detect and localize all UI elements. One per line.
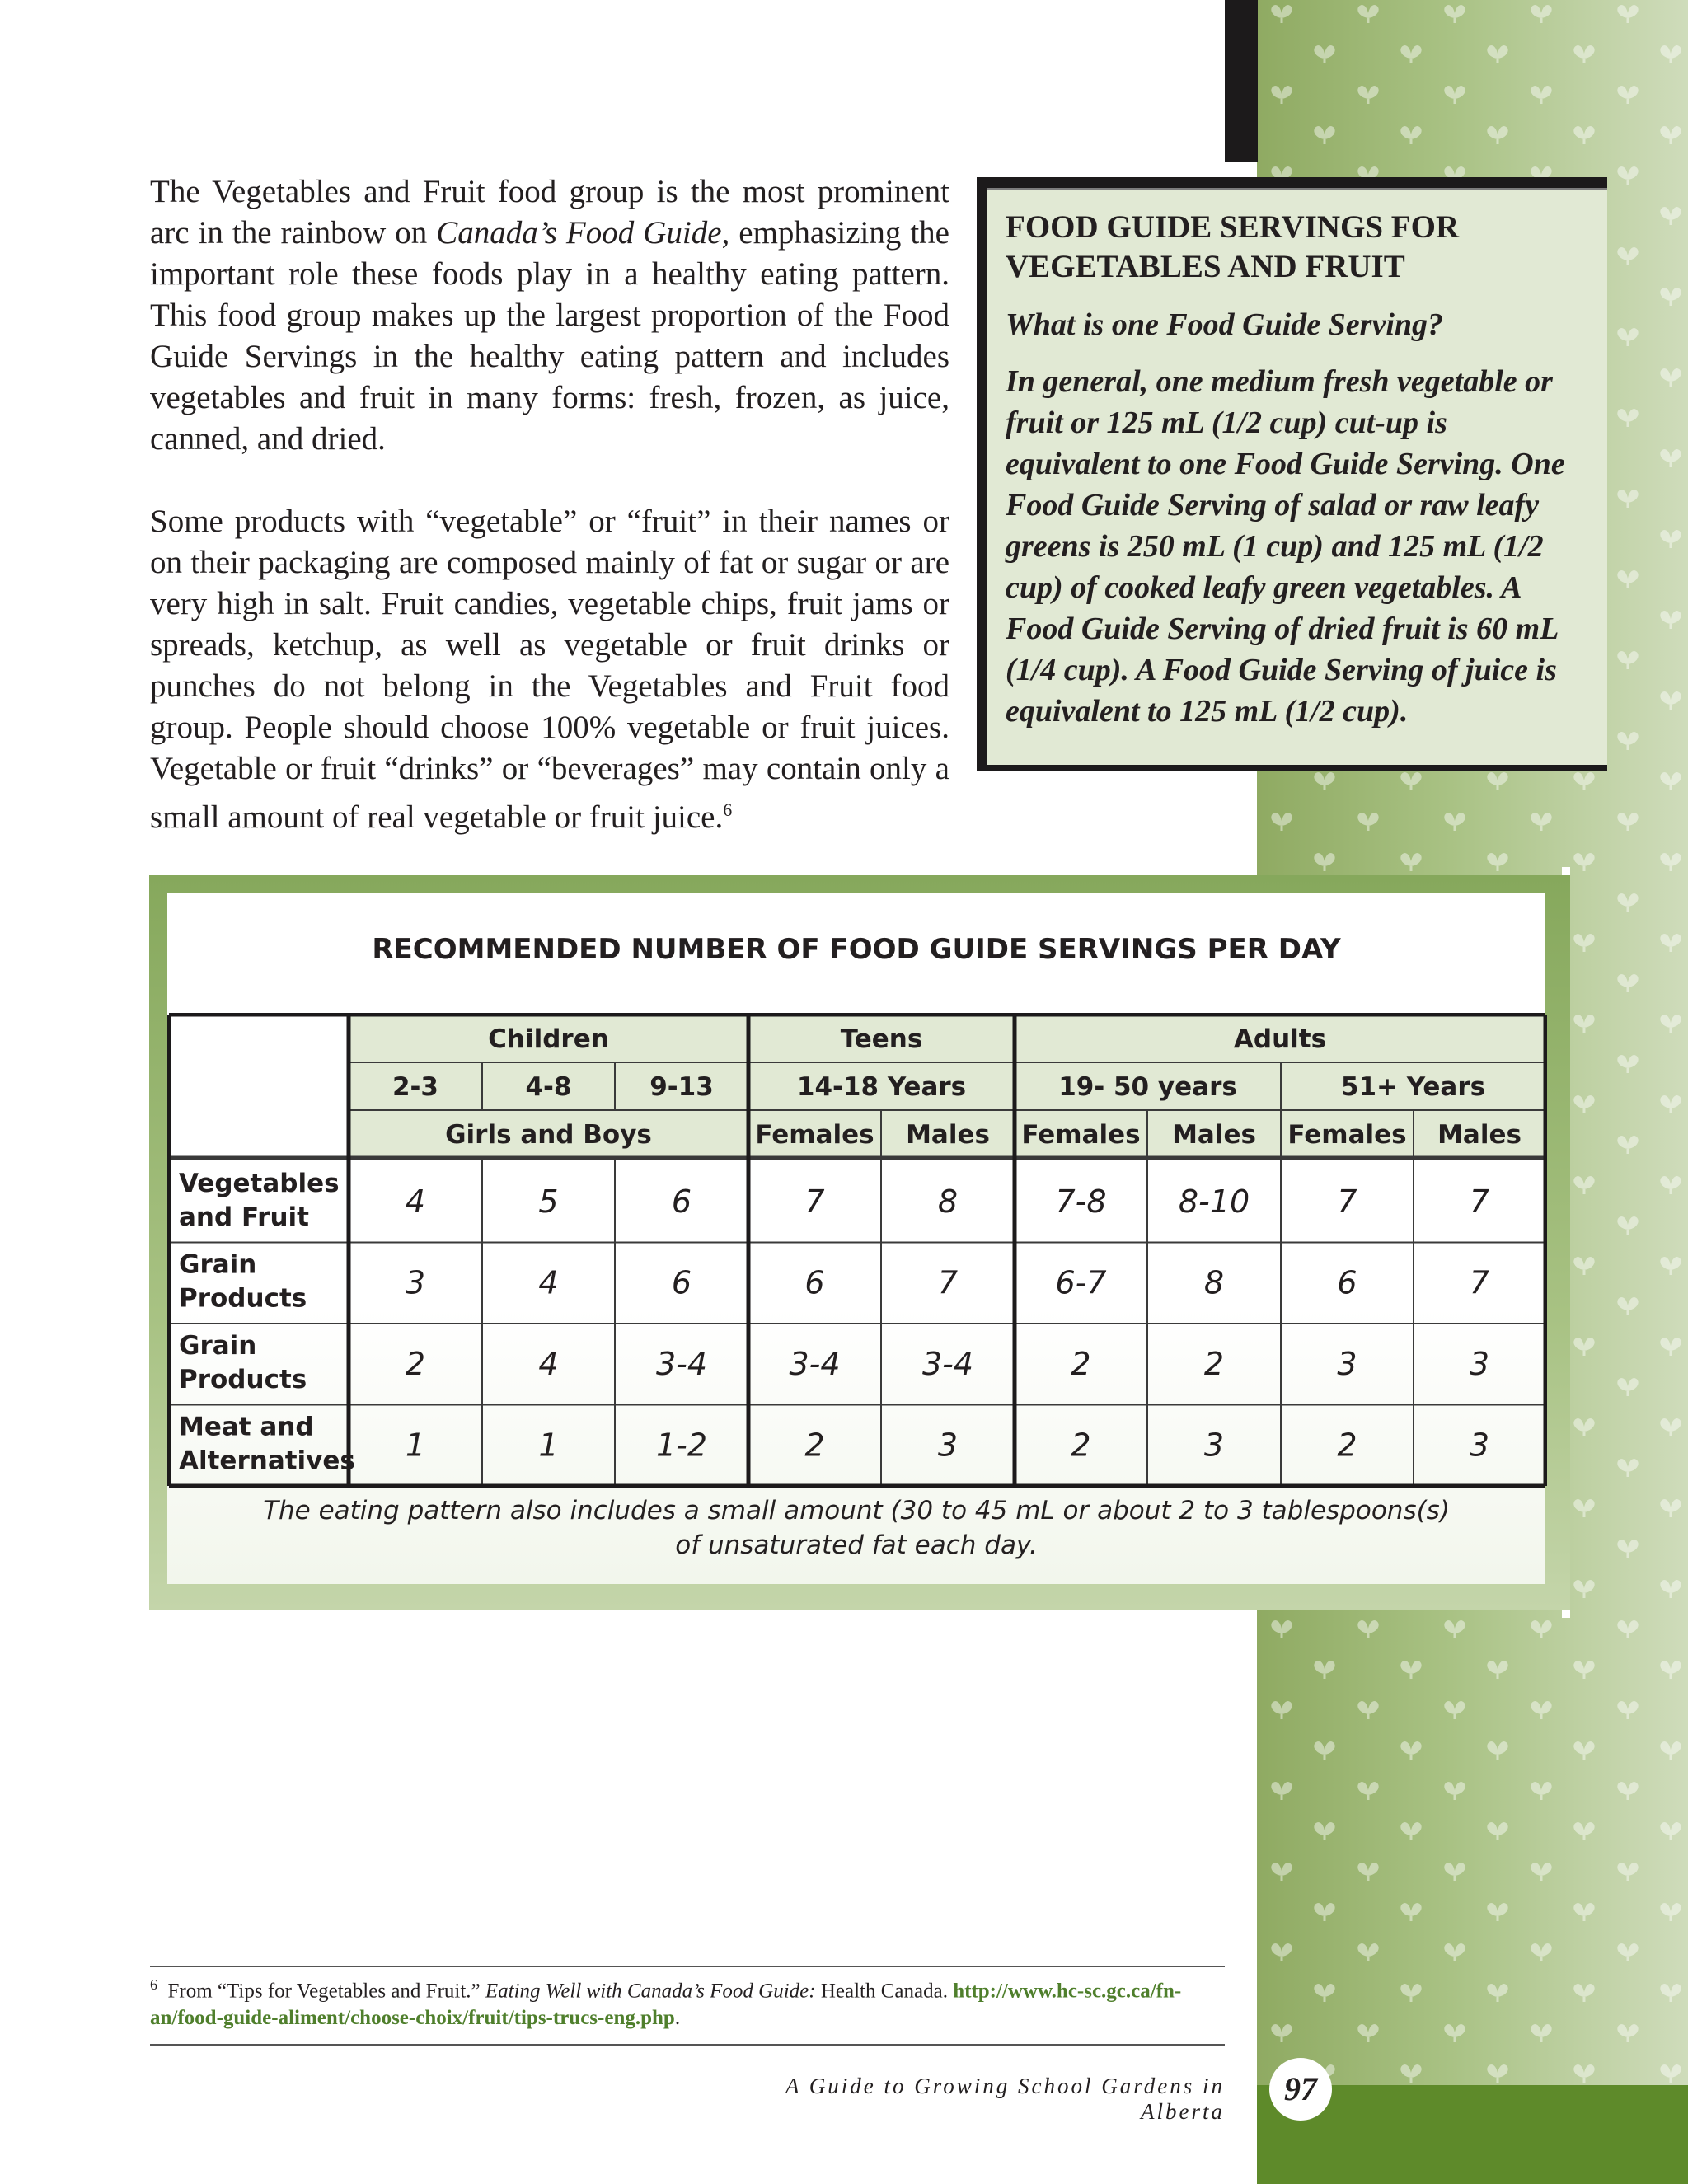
footnote: $^6$ From “Tips for Vegetables and Fruit.” Eating Well with Canada’s Food Guide: Health Canada. http://www.hc-sc.gc.ca/fn-an/food-guide-aliment/choose-choix/fruit/tips-trucs-eng.php. [150, 1976, 1182, 2030]
leaf-icon [1660, 1338, 1681, 1356]
leaf-icon [1400, 1822, 1421, 1840]
leaf-icon [1487, 1741, 1507, 1760]
leaf-icon [1271, 1620, 1292, 1638]
leaf-icon [1617, 1943, 1638, 1961]
leaf-icon [1660, 2064, 1681, 2083]
leaf-icon [1314, 126, 1334, 144]
leaf-icon [1660, 126, 1681, 144]
leaf-icon [1660, 1499, 1681, 1517]
leaf-icon [1400, 1661, 1421, 1679]
leaf-icon [1573, 1499, 1594, 1517]
leaf-icon [1271, 813, 1292, 831]
table-cell-value: 5 [538, 1183, 559, 1220]
leaf-icon [1271, 5, 1292, 23]
leaf-icon [1531, 1943, 1551, 1961]
leaf-icon [1660, 1984, 1681, 2002]
leaf-icon [1617, 1459, 1638, 1477]
leaf-icon [1487, 1903, 1507, 1921]
leaf-icon [1271, 1863, 1292, 1881]
leaf-icon [1660, 1661, 1681, 1679]
table-cell-value: 2 [405, 1346, 426, 1382]
leaf-icon [1271, 1701, 1292, 1719]
servings-table-card [167, 893, 1545, 1584]
sidebar-title: FOOD GUIDE SERVINGS FOR VEGETABLES AND FRUIT [1006, 209, 1460, 284]
leaf-icon [1531, 1782, 1551, 1800]
running-title: A Guide to Growing School Gardens in Alberta [785, 2074, 1225, 2124]
page-number: 97 [1269, 2058, 1332, 2121]
leaf-icon [1531, 1863, 1551, 1881]
leaf-icon [1400, 2064, 1421, 2083]
leaf-icon [1314, 1984, 1334, 2002]
table-cell-value: 3 [1337, 1346, 1357, 1382]
table-cell-value: 2 [1337, 1427, 1357, 1464]
age-header: 19- 50 years [1058, 1072, 1237, 1102]
leaf-icon [1487, 2064, 1507, 2083]
leaf-icon [1617, 1620, 1638, 1638]
leaf-icon [1400, 45, 1421, 63]
table-cell-value: 7 [1337, 1183, 1357, 1220]
table-note [167, 1493, 1545, 1563]
leaf-icon [1487, 853, 1507, 871]
leaf-icon [1444, 5, 1465, 23]
leaf-icon [1660, 1903, 1681, 1921]
leaf-icon [1573, 1580, 1594, 1598]
group-header: Adults [1233, 1024, 1327, 1054]
sidebar-body: In general, one medium fresh vegetable or fruit or 125 mL (1/2 cup) cut-up is equivalent to one Food Guide Serving. One Food Guide Serving of salad or raw leafy greens is 250 mL (1 cup) and 125 mL (1/2 cup) of cooked leafy green vegetables. A Food Guide Serving of dried fruit is 60 mL (1/4 cup). A Food Guide Serving of juice is equivalent to 125 mL (1/2 cup). [1006, 364, 1565, 729]
leaf-icon [1444, 1620, 1465, 1638]
age-header: 4-8 [525, 1072, 572, 1102]
leaf-icon [1314, 1741, 1334, 1760]
table-cell-value: 4 [405, 1183, 426, 1220]
servings-table [167, 1013, 1547, 1489]
black-tab [1225, 0, 1258, 162]
table-cell-value: 6 [804, 1264, 825, 1301]
leaf-icon [1314, 1822, 1334, 1840]
leaf-icon [1487, 1661, 1507, 1679]
table-note-line-1: The eating pattern also includes a small amount (30 to 45 mL or about 2 to 3 tablespoons(s) [263, 1496, 1450, 1526]
leaf-icon [1444, 1782, 1465, 1800]
leaf-icon [1617, 409, 1638, 427]
table-cell-value: 3 [937, 1427, 959, 1464]
table-title: RECOMMENDED NUMBER OF FOOD GUIDE SERVINGS PER DAY [372, 933, 1341, 966]
row-label: Alternatives [179, 1446, 355, 1476]
intro-paragraph-1: The Vegetables and Fruit food group is the most prominent arc in the rainbow on Canada’s Food Guide, emphasizing the important role these foods play in a healthy eating pattern. This food group makes up the largest proportion of the Food Guide Servings in the healthy eating pattern and includes vegetables and fruit in many forms: fresh, frozen, as juice, canned, and dried. [150, 174, 950, 457]
serving-sidebar [987, 188, 1607, 765]
leaf-icon [1573, 772, 1594, 790]
age-header: 14-18 Years [796, 1072, 967, 1102]
leaf-icon [1400, 1903, 1421, 1921]
leaf-icon [1617, 974, 1638, 992]
leaf-icon [1617, 651, 1638, 669]
leaf-icon [1660, 691, 1681, 710]
leaf-icon [1531, 5, 1551, 23]
table-cell-value: 6 [671, 1264, 692, 1301]
leaf-icon [1617, 1863, 1638, 1881]
leaf-icon [1573, 1338, 1594, 1356]
group-header: Teens [840, 1024, 923, 1054]
leaf-icon [1660, 1741, 1681, 1760]
table-cell-value: 6 [671, 1183, 692, 1220]
leaf-icon [1573, 1903, 1594, 1921]
table-cell-value: 3 [405, 1264, 426, 1301]
leaf-icon [1487, 126, 1507, 144]
sex-header: Males [1437, 1120, 1522, 1150]
table-cell-value: 7 [1469, 1264, 1490, 1301]
leaf-icon [1617, 893, 1638, 912]
table-cell-value: 2 [1071, 1427, 1091, 1464]
leaf-icon [1660, 288, 1681, 306]
table-cell-value: 3-4 [655, 1346, 708, 1382]
leaf-icon [1660, 1015, 1681, 1033]
leaf-icon [1573, 1176, 1594, 1194]
leaf-icon [1271, 1943, 1292, 1961]
age-header: 51+ Years [1340, 1072, 1486, 1102]
leaf-icon [1444, 813, 1465, 831]
leaf-icon [1444, 2024, 1465, 2042]
leaf-icon [1531, 813, 1551, 831]
leaf-icon [1617, 1701, 1638, 1719]
leaf-icon [1660, 1095, 1681, 1113]
intro-paragraph-2: Some products with “vegetable” or “fruit” in their names or on their packaging are composed mainly of fat or sugar or are very high in salt. Fruit candies, vegetable chips, fruit jams or spreads, ketchup, as well as vegetable or fruit drinks or punches do not belong in the Vegetables and Fruit food group. People should choose 100% vegetable or fruit juices. Vegetable or fruit “drinks” or “beverages” may contain only a small amount of real vegetable or fruit juice.$^6$ [150, 504, 950, 835]
leaf-icon [1617, 570, 1638, 588]
leaf-icon [1617, 247, 1638, 265]
leaf-icon [1660, 530, 1681, 548]
footnote-number: 6 [150, 1976, 157, 1993]
leaf-icon [1487, 45, 1507, 63]
table-cell-value: 2 [804, 1427, 825, 1464]
leaf-icon [1660, 934, 1681, 952]
leaf-icon [1617, 166, 1638, 185]
leaf-icon [1617, 1216, 1638, 1235]
leaf-icon [1573, 126, 1594, 144]
table-cell-value: 4 [538, 1264, 559, 1301]
leaf-icon [1660, 772, 1681, 790]
table-cell-value: 2 [1203, 1346, 1225, 1382]
sidebar-question: What is one Food Guide Serving? [1006, 307, 1444, 342]
leaf-icon [1314, 772, 1334, 790]
sex-header: Girls and Boys [445, 1120, 652, 1150]
leaf-icon [1271, 1782, 1292, 1800]
leaf-icon [1573, 1741, 1594, 1760]
sex-header: Males [1172, 1120, 1256, 1150]
row-label: Grain [179, 1331, 257, 1361]
leaf-icon [1400, 772, 1421, 790]
leaf-icon [1357, 1943, 1378, 1961]
sex-header: Females [755, 1120, 874, 1150]
leaf-icon [1573, 1257, 1594, 1275]
leaf-icon [1617, 1136, 1638, 1154]
footnote-rule-bottom [150, 2044, 1225, 2046]
row-label: Meat and [179, 1412, 314, 1442]
leaf-icon [1660, 853, 1681, 871]
leaf-icon [1617, 1782, 1638, 1800]
table-cell-value: 3 [1203, 1427, 1225, 1464]
leaf-icon [1487, 1822, 1507, 1840]
leaf-icon [1617, 1297, 1638, 1315]
leaf-icon [1660, 1176, 1681, 1194]
leaf-icon [1271, 86, 1292, 104]
servings-table-grid [167, 1013, 1547, 1489]
leaf-icon [1444, 1863, 1465, 1881]
age-header: 9-13 [649, 1072, 714, 1102]
leaf-icon [1617, 328, 1638, 346]
sex-header: Males [906, 1120, 990, 1150]
leaf-icon [1357, 1782, 1378, 1800]
leaf-icon [1314, 853, 1334, 871]
leaf-icon [1660, 1822, 1681, 1840]
leaf-icon [1617, 732, 1638, 750]
leaf-icon [1617, 2024, 1638, 2042]
table-cell-value: 3 [1469, 1427, 1490, 1464]
leaf-icon [1573, 934, 1594, 952]
table-cell-value: 2 [1071, 1346, 1091, 1382]
leaf-icon [1573, 1095, 1594, 1113]
footnote-link[interactable]: http://www.hc-sc.gc.ca/fn-an/food-guide-aliment/choose-choix/fruit/tips-trucs-eng.php [150, 1980, 1182, 2030]
table-cell-value: 8 [1203, 1264, 1225, 1301]
table-cell-value: 6-7 [1055, 1264, 1107, 1301]
table-cell-value: 1 [405, 1427, 426, 1464]
table-cell-value: 1-2 [655, 1427, 708, 1464]
leaf-icon [1400, 1741, 1421, 1760]
leaf-icon [1357, 1863, 1378, 1881]
leaf-icon [1573, 1661, 1594, 1679]
sex-header: Females [1287, 1120, 1407, 1150]
table-cell-value: 6 [1337, 1264, 1357, 1301]
row-label: Products [179, 1283, 307, 1314]
leaf-icon [1573, 1418, 1594, 1436]
row-label: Products [179, 1365, 307, 1394]
leaf-icon [1573, 2064, 1594, 2083]
leaf-icon [1573, 1984, 1594, 2002]
leaf-icon [1660, 368, 1681, 387]
sex-header: Females [1021, 1120, 1141, 1150]
group-header: Children [488, 1024, 609, 1054]
leaf-icon [1400, 126, 1421, 144]
servings-table-panel [149, 875, 1570, 1610]
footnote-rule-top [150, 1966, 1225, 1967]
leaf-icon [1531, 1701, 1551, 1719]
table-cell-value: 7 [1469, 1183, 1490, 1220]
leaf-icon [1357, 2024, 1378, 2042]
leaf-icon [1357, 86, 1378, 104]
leaf-icon [1660, 1257, 1681, 1275]
leaf-icon [1314, 1903, 1334, 1921]
leaf-icon [1444, 1701, 1465, 1719]
table-cell-value: 7 [937, 1264, 959, 1301]
table-cell-value: 3-4 [921, 1346, 974, 1382]
leaf-icon [1660, 207, 1681, 225]
leaf-icon [1573, 1822, 1594, 1840]
leaf-icon [1444, 86, 1465, 104]
leaf-icon [1617, 5, 1638, 23]
leaf-icon [1314, 1661, 1334, 1679]
row-label: and Fruit [179, 1202, 309, 1232]
table-cell-value: 3-4 [789, 1346, 841, 1382]
leaf-icon [1400, 1984, 1421, 2002]
leaf-icon [1531, 1620, 1551, 1638]
leaf-icon [1617, 86, 1638, 104]
leaf-icon [1617, 813, 1638, 831]
leaf-icon [1660, 1580, 1681, 1598]
leaf-icon [1573, 1015, 1594, 1033]
row-label: Grain [179, 1249, 257, 1280]
leaf-icon [1271, 2024, 1292, 2042]
table-cell-value: 8-10 [1178, 1183, 1250, 1220]
leaf-icon [1487, 1984, 1507, 2002]
leaf-icon [1531, 2024, 1551, 2042]
footnote-marker[interactable]: 6 [723, 799, 733, 820]
leaf-icon [1487, 772, 1507, 790]
table-cell-value: 1 [538, 1427, 559, 1464]
leaf-icon [1617, 1540, 1638, 1558]
leaf-icon [1573, 853, 1594, 871]
leaf-icon [1531, 86, 1551, 104]
leaf-icon [1660, 45, 1681, 63]
leaf-icon [1314, 45, 1334, 63]
leaf-icon [1357, 1620, 1378, 1638]
table-cell-value: 7 [804, 1183, 825, 1220]
leaf-icon [1617, 1055, 1638, 1073]
leaf-icon [1357, 813, 1378, 831]
leaf-icon [1573, 45, 1594, 63]
leaf-icon [1617, 1378, 1638, 1396]
age-header: 2-3 [392, 1072, 439, 1102]
leaf-icon [1660, 611, 1681, 629]
row-label: Vegetables [179, 1169, 340, 1198]
leaf-icon [1660, 1418, 1681, 1436]
leaf-icon [1400, 853, 1421, 871]
leaf-icon [1617, 490, 1638, 508]
table-cell-value: 3 [1469, 1346, 1490, 1382]
leaf-icon [1357, 1701, 1378, 1719]
table-cell-value: 4 [538, 1346, 559, 1382]
table-cell-value: 7-8 [1055, 1183, 1107, 1220]
leaf-icon [1357, 5, 1378, 23]
leaf-icon [1444, 1943, 1465, 1961]
table-cell-value: 8 [937, 1183, 959, 1220]
table-note-line-2: of unsaturated fat each day. [675, 1530, 1038, 1560]
leaf-icon [1660, 449, 1681, 467]
